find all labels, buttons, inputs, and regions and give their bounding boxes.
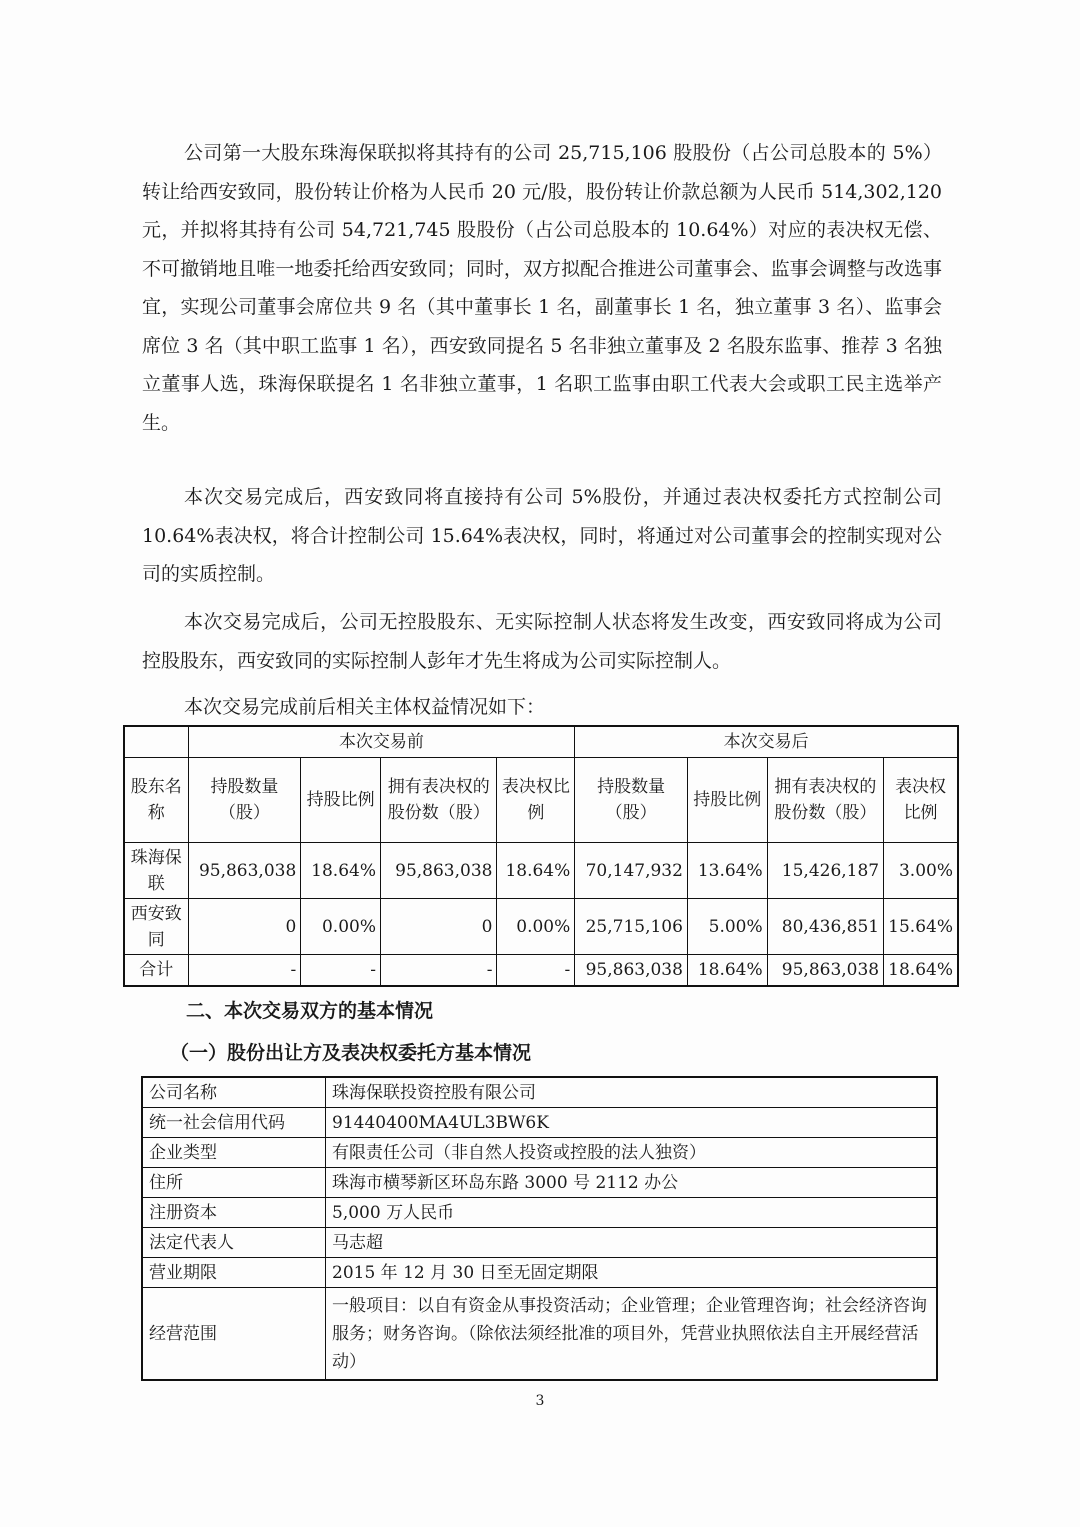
group-header-before: 本次交易前 [188,726,575,758]
info-value: 5,000 万人民币 [326,1198,938,1228]
info-value: 有限责任公司（非自然人投资或控股的法人独资） [326,1138,938,1168]
cell-value: 18.64% [497,843,575,899]
table-row [124,899,958,955]
table-row [124,843,958,899]
cell-value: 95,863,038 [380,843,496,899]
cell-value: 18.64% [687,955,767,987]
info-row [142,1198,937,1228]
info-value: 马志超 [326,1228,938,1258]
info-value: 珠海保联投资控股有限公司 [326,1077,938,1108]
info-key: 公司名称 [142,1077,326,1108]
cell-value: 95,863,038 [575,955,688,987]
col-header-shares: 持股数量（股） [188,758,301,843]
info-row [142,1168,937,1198]
cell-value: 18.64% [884,955,958,987]
equity-table [123,725,959,987]
col-header-ratio: 持股比例 [687,758,767,843]
paragraph-control-after: 本次交易完成后，西安致同将直接持有公司 5%股份，并通过表决权委托方式控制公司 10.64%表决权，将合计控制公司 15.64%表决权，同时，将通过对公司董事会的控制实现对公司的实质控制。 [142,486,942,585]
cell-name: 西安致同 [124,899,188,955]
col-header-ratio: 持股比例 [301,758,381,843]
info-key: 注册资本 [142,1198,326,1228]
col-header-vote-shares: 拥有表决权的股份数（股） [380,758,496,843]
col-header-vote-ratio: 表决权比例 [884,758,958,843]
cell-value: 0 [188,899,301,955]
page-number: 3 [535,1393,545,1409]
info-value: 91440400MA4UL3BW6K [326,1108,938,1138]
col-header-vote-shares: 拥有表决权的股份数（股） [767,758,883,843]
cell-value: 95,863,038 [767,955,883,987]
info-key: 法定代表人 [142,1228,326,1258]
cell-value: 15.64% [884,899,958,955]
cell-value: 25,715,106 [575,899,688,955]
col-header-vote-ratio: 表决权比例 [497,758,575,843]
cell-name: 珠海保联 [124,843,188,899]
table-row-total [124,955,958,987]
cell-value: 3.00% [884,843,958,899]
info-key: 企业类型 [142,1138,326,1168]
section-heading: 二、本次交易双方的基本情况 [186,1000,434,1022]
subsection-heading: （一）股份出让方及表决权委托方基本情况 [170,1042,532,1064]
paragraph-transfer-plan: 公司第一大股东珠海保联拟将其持有的公司 25,715,106 股股份（占公司总股本的 5%）转让给西安致同，股份转让价格为人民币 20 元/股，股份转让价款总额为人民币 514,302,120 元，并拟将其持有公司 54,721,745 股股份（占公司总股本的 10.64%）对应的表决权无偿、不可撤销地且唯一地委托给西安致同；同时，双方拟配合推进公司董事会、监事会调整与改选事宜，实现公司董事会席位共 9 名（其中董事长 1 名，副董事长 1 名，独立董事 3 名）、监事会席位 3 名（其中职工监事 1 名），西安致同提名 5 名非独立董事及 2 名股东监事、推荐 3 名独立董事人选，珠海保联提名 1 名非独立董事，1 名职工监事由职工代表大会或职工民主选举产生。 [142,142,942,434]
info-value: 2015 年 12 月 30 日至无固定期限 [326,1258,938,1288]
cell-value: 95,863,038 [188,843,301,899]
cell-value: 13.64% [687,843,767,899]
col-header-shares: 持股数量（股） [575,758,688,843]
info-key: 住所 [142,1168,326,1198]
cell-value: - [380,955,496,987]
company-info-table [141,1076,938,1381]
info-key: 经营范围 [142,1288,326,1381]
cell-value: 0 [380,899,496,955]
info-row [142,1138,937,1168]
cell-value: 80,436,851 [767,899,883,955]
col-header-name: 股东名称 [124,758,188,843]
cell-value: - [497,955,575,987]
info-row [142,1108,937,1138]
paragraph-controller-change: 本次交易完成后，公司无控股股东、无实际控制人状态将发生改变，西安致同将成为公司控股股东，西安致同的实际控制人彭年才先生将成为公司实际控制人。 [142,611,942,672]
cell-value: 15,426,187 [767,843,883,899]
info-value: 珠海市横琴新区环岛东路 3000 号 2112 办公 [326,1168,938,1198]
cell-value: - [188,955,301,987]
table-corner [124,726,188,758]
cell-value: 5.00% [687,899,767,955]
cell-value: 0.00% [301,899,381,955]
cell-value: 18.64% [301,843,381,899]
cell-value: 70,147,932 [575,843,688,899]
info-key: 统一社会信用代码 [142,1108,326,1138]
paragraph-table-intro: 本次交易完成前后相关主体权益情况如下： [184,696,546,718]
info-row [142,1258,937,1288]
info-value: 一般项目：以自有资金从事投资活动；企业管理；企业管理咨询；社会经济咨询服务；财务咨询。（除依法须经批准的项目外，凭营业执照依法自主开展经营活动） [326,1288,938,1381]
cell-value: 0.00% [497,899,575,955]
info-key: 营业期限 [142,1258,326,1288]
group-header-after: 本次交易后 [575,726,958,758]
info-row [142,1288,937,1381]
cell-name: 合计 [124,955,188,987]
cell-value: - [301,955,381,987]
info-row [142,1077,937,1108]
info-row [142,1228,937,1258]
